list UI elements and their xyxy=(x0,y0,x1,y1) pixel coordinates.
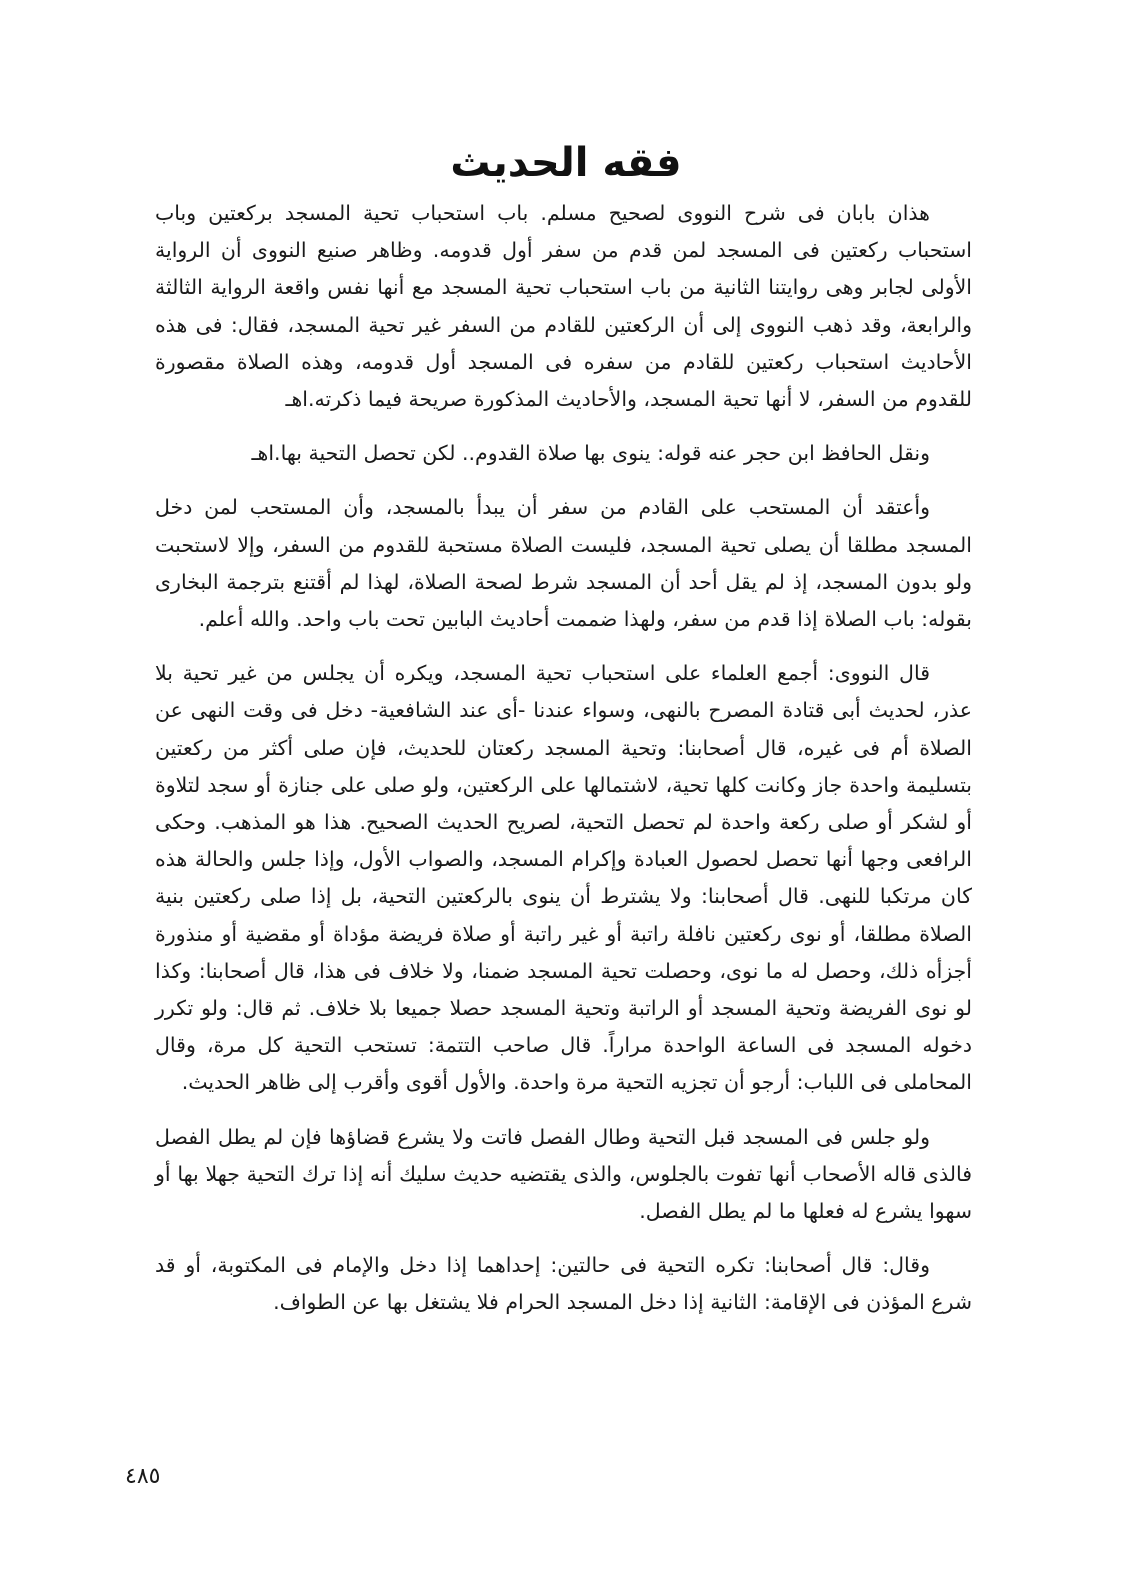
body-text xyxy=(155,195,972,1339)
paragraph-nawawi-consensus: قال النووى: أجمع العلماء على استحباب تحية المسجد، ويكره أن يجلس من غير تحية بلا عذر، لحديث أبى قتادة المصرح بالنهى، وسواء عندنا -أى عند الشافعية- دخل فى وقت النهى عن الصلاة أم فى غيره، قال أصحابنا: وتحية المسجد ركعتان للحديث، فإن صلى أكثر من ركعتين بتسليمة واحدة جاز وكانت كلها تحية، لاشتمالها على الركعتين، ولو صلى على جنازة أو سجد لتلاوة أو لشكر أو صلى ركعة واحدة لم تحصل التحية، لصريح الحديث الصحيح. هذا هو المذهب. وحكى الرافعى وجها أنها تحصل لحصول العبادة وإكرام المسجد، والصواب الأول، وإذا جلس والحالة هذه كان مرتكبا للنهى. قال أصحابنا: ولا يشترط أن ينوى بالركعتين التحية، بل إذا صلى ركعتين بنية الصلاة مطلقا، أو نوى ركعتين نافلة راتبة أو غير راتبة أو صلاة فريضة مؤداة أو مقضية أو منذورة أجزأه ذلك، وحصل له ما نوى، وحصلت تحية المسجد ضمنا، ولا خلاف فى هذا، قال أصحابنا: وكذا لو نوى الفريضة وتحية المسجد أو الراتبة وتحية المسجد حصلا جميعا بلا خلاف. ثم قال: ولو تكرر دخوله المسجد فى الساعة الواحدة مراراً. قال صاحب التتمة: تستحب التحية كل مرة، وقال المحاملى فى اللباب: أرجو أن تجزيه التحية مرة واحدة. والأول أقوى وأقرب إلى ظاهر الحديث. xyxy=(155,661,972,1095)
paragraph-opinion: وأعتقد أن المستحب على القادم من سفر أن يبدأ بالمسجد، وأن المستحب لمن دخل المسجد مطلقا أن يصلى تحية المسجد، فليست الصلاة مستحبة للقدوم من السفر، وإلا لاستحبت ولو بدون المسجد، إذ لم يقل أحد أن المسجد شرط لصحة الصلاة، لهذا لم أقتنع بترجمة البخارى بقوله: باب الصلاة إذا قدم من سفر، ولهذا ضممت أحاديث البابين تحت باب واحد. والله أعلم. xyxy=(155,495,972,632)
page-title: فقه الحديث xyxy=(450,139,682,186)
paragraph-sitting: ولو جلس فى المسجد قبل التحية وطال الفصل فاتت ولا يشرع قضاؤها فإن لم يطل الفصل فالذى قاله الأصحاب أنها تفوت بالجلوس، والذى يقتضيه حديث سليك أنه إذا ترك التحية جهلا بها أو سهوا يشرع له فعلها ما لم يطل الفصل. xyxy=(155,1124,972,1224)
paragraph-disliked-cases: وقال: قال أصحابنا: تكره التحية فى حالتين: إحداهما إذا دخل والإمام فى المكتوبة، أو قد شرع المؤذن فى الإقامة: الثانية إذا دخل المسجد الحرام فلا يشتغل بها عن الطواف. xyxy=(155,1253,972,1315)
page-number: ٤٨٥ xyxy=(125,1464,161,1489)
paragraph-ibn-hajar: ونقل الحافظ ابن حجر عنه قوله: ينوى بها صلاة القدوم.. لكن تحصل التحية بها.اهـ xyxy=(251,441,930,466)
paragraph-intro: هذان بابان فى شرح النووى لصحيح مسلم. باب استحباب تحية المسجد بركعتين وباب استحباب ركعتين فى المسجد لمن قدم من سفر أول قدومه. وظاهر صنيع النووى أن الرواية الأولى لجابر وهى روايتنا الثانية من باب استحباب تحية المسجد مع أنها نفس واقعة الرواية الثالثة والرابعة، وقد ذهب النووى إلى أن الركعتين للقادم من السفر غير تحية المسجد، فقال: فى هذه الأحاديث استحباب ركعتين للقادم من سفره فى المسجد أول قدومه، وهذه الصلاة مقصورة للقدوم من السفر، لا أنها تحية المسجد، والأحاديث المذكورة صريحة فيما ذكرته.اهـ xyxy=(155,201,972,412)
